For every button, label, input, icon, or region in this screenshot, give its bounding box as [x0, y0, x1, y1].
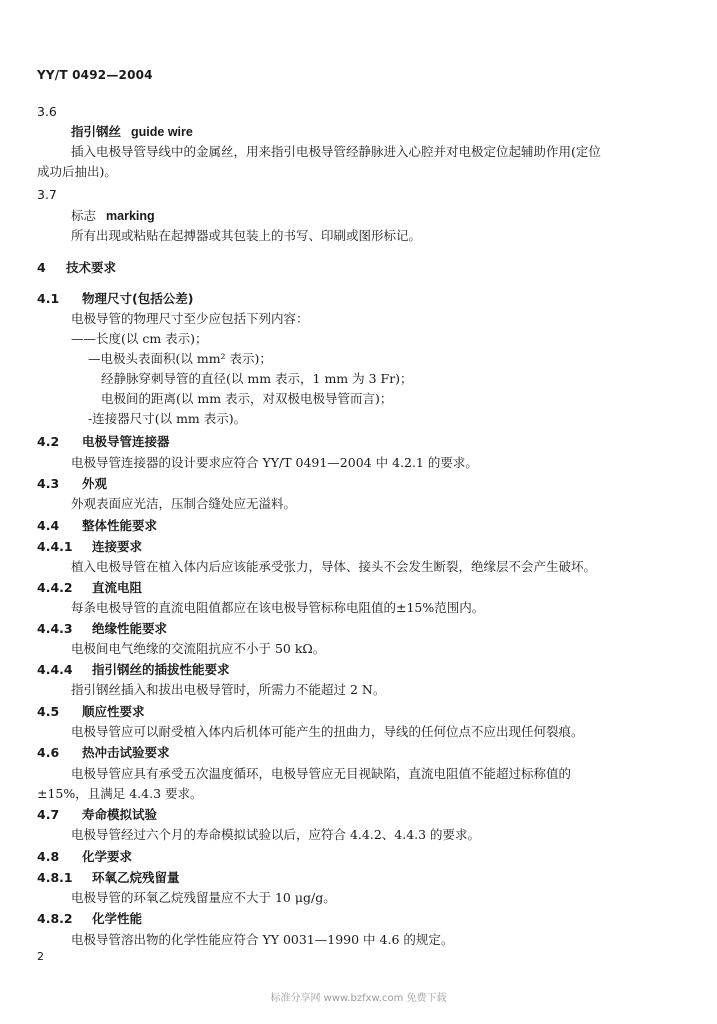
term-en: marking [106, 209, 155, 223]
term-cn: 指引钢丝 [71, 124, 122, 139]
definition-text: 所有出现或粘贴在起搏器或其包装上的书写、印刷或图形标记。 [71, 228, 422, 243]
clause-text: 电极导管连接器的设计要求应符合 YY/T 0491—2004 中 4.2.1 的要求。 [71, 455, 478, 470]
clause-title: 化学性能 [92, 911, 143, 926]
footer-watermark: 标准分享网 www.bzfxw.com 免费下载 [270, 993, 447, 1004]
clause-text: 电极导管应具有承受五次温度循环，电极导管应无目视缺陷，直流电阻值不能超过标称值的 [71, 766, 572, 781]
standard-number: YY/T 0492—2004 [37, 68, 153, 82]
clause-text: 植入电极导管在植入体内后应该能承受张力，导体、接头不会发生断裂，绝缘层不会产生破坏。 [71, 559, 597, 574]
term-cn: 标志 [71, 208, 97, 223]
clause-number: 4.8 [37, 849, 60, 864]
list-item: —电极头表面积(以 mm² 表示)； [88, 351, 272, 366]
clause-number: 3.7 [37, 187, 57, 202]
clause-text: 电极导管的物理尺寸至少应包括下列内容： [71, 311, 309, 326]
clause-title: 指引钢丝的插拔性能要求 [92, 662, 230, 677]
clause-text: 每条电极导管的直流电阻值都应在该电极导管标称电阻值的±15%范围内。 [71, 600, 485, 615]
term-heading [71, 208, 155, 224]
clause-title: 外观 [82, 476, 108, 491]
clause-text: 电极导管应可以耐受植入体内后机体可能产生的扭曲力，导线的任何位点不应出现任何裂痕。 [71, 724, 584, 739]
clause-title: 物理尺寸(包括公差) [82, 291, 194, 306]
clause-number: 4.6 [37, 745, 60, 760]
section-title: 技术要求 [66, 260, 117, 275]
clause-title: 连接要求 [92, 539, 143, 554]
clause-number: 4.4.3 [37, 621, 73, 636]
clause-title: 热冲击试验要求 [82, 745, 170, 760]
clause-number: 4.3 [37, 476, 60, 491]
list-item: 经静脉穿刺导管的直径(以 mm 表示，1 mm 为 3 Fr)； [101, 371, 413, 386]
clause-text: ±15%，且满足 4.4.3 要求。 [37, 786, 203, 801]
clause-title: 电极导管连接器 [82, 434, 170, 449]
section-number: 4 [37, 260, 46, 275]
clause-text: 电极导管的环氧乙烷残留量应不大于 10 μg/g。 [71, 890, 336, 905]
clause-text: 电极导管经过六个月的寿命模拟试验以后，应符合 4.4.2、4.4.3 的要求。 [71, 827, 481, 842]
clause-number: 4.8.1 [37, 870, 73, 885]
clause-number: 4.4 [37, 518, 60, 533]
clause-number: 4.4.1 [37, 539, 73, 554]
clause-title: 绝缘性能要求 [92, 621, 168, 636]
clause-title: 整体性能要求 [82, 518, 158, 533]
clause-text: 指引钢丝插入和拔出电极导管时，所需力不能超过 2 N。 [71, 682, 386, 697]
clause-title: 顺应性要求 [82, 704, 145, 719]
definition-text: 成功后抽出)。 [37, 164, 117, 179]
clause-title: 化学要求 [82, 849, 133, 864]
clause-text: 外观表面应光洁，压制合缝处应无溢料。 [71, 496, 297, 511]
clause-text: 电极间电气绝缘的交流阻抗应不小于 50 kΩ。 [71, 641, 326, 656]
list-item: 电极间的距离(以 mm 表示，对双极电极导管而言)； [101, 391, 393, 406]
clause-title: 寿命模拟试验 [82, 807, 158, 822]
clause-number: 4.7 [37, 807, 60, 822]
clause-title: 环氧乙烷残留量 [92, 870, 180, 885]
definition-text: 插入电极导管导线中的金属丝，用来指引电极导管经静脉进入心腔并对电极定位起辅助作用(定位 [71, 144, 601, 159]
term-en: guide wire [131, 125, 193, 139]
clause-text: 电极导管溶出物的化学性能应符合 YY 0031—1990 中 4.6 的规定。 [71, 932, 454, 947]
list-item: ——长度(以 cm 表示)； [71, 331, 208, 346]
clause-number: 4.4.2 [37, 580, 73, 595]
list-item: -连接器尺寸(以 mm 表示)。 [88, 411, 247, 426]
clause-number: 4.8.2 [37, 911, 73, 926]
clause-number: 4.5 [37, 704, 60, 719]
clause-number: 4.4.4 [37, 662, 73, 677]
clause-number: 3.6 [37, 104, 57, 119]
clause-number: 4.2 [37, 434, 60, 449]
page-number: 2 [37, 950, 44, 963]
clause-number: 4.1 [37, 291, 60, 306]
term-heading [71, 124, 193, 140]
clause-title: 直流电阻 [92, 580, 143, 595]
